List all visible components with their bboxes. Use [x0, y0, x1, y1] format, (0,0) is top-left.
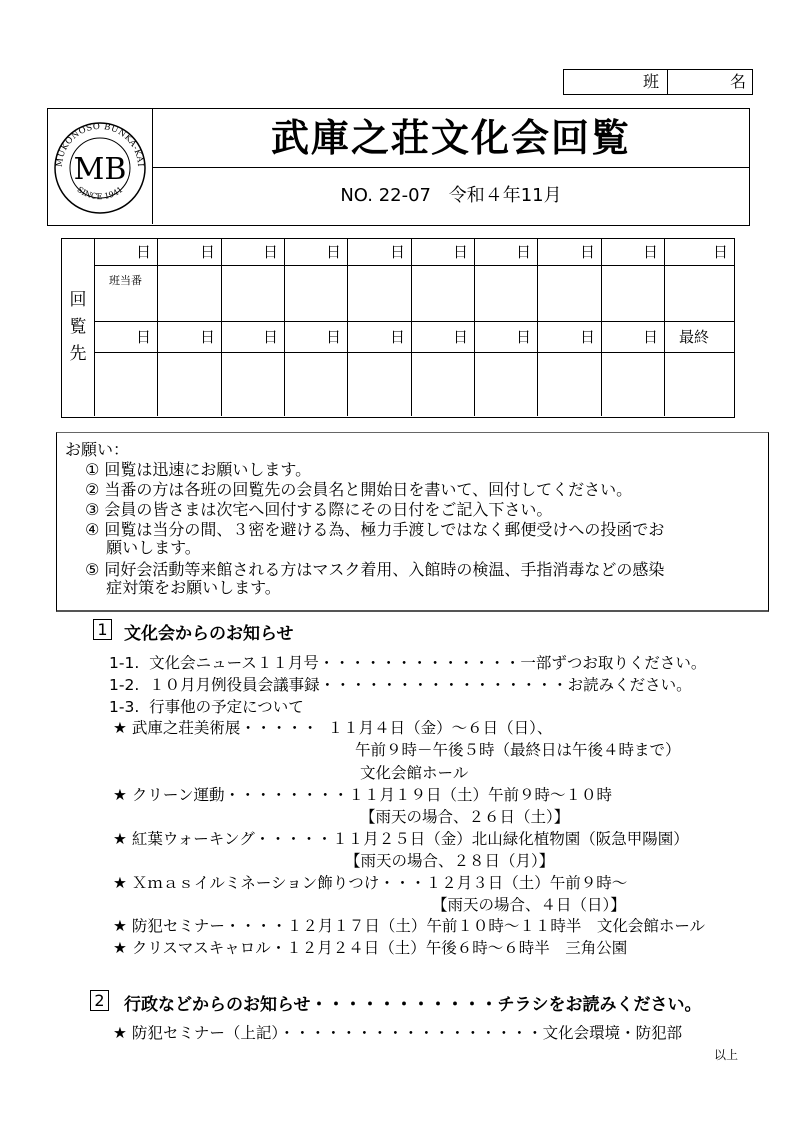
date-cell[interactable]: 日	[158, 239, 222, 266]
date-row-1	[95, 239, 734, 266]
date-cell[interactable]: 日	[538, 322, 602, 353]
notice-line: 1-2. １０月月例役員会議事録・・・・・・・・・・・・・・・・お読みください。	[109, 676, 692, 694]
member-cell[interactable]	[475, 266, 538, 321]
date-cell[interactable]: 日	[95, 239, 158, 266]
request-item: ② 当番の方は各班の回覧先の会員名と開始日を書いて、回付してください。	[85, 480, 633, 499]
duty-cell[interactable]: 班当番	[95, 266, 158, 321]
notice-line: 1-3. 行事他の予定について	[109, 698, 304, 716]
member-cell[interactable]	[602, 266, 665, 321]
closing-text: 以上	[714, 1048, 739, 1062]
member-cell[interactable]	[348, 353, 412, 416]
member-cell[interactable]	[348, 266, 412, 321]
notice-line: 1-1. 文化会ニュース１１月号・・・・・・・・・・・・・一部ずつお取りください。	[109, 654, 707, 672]
name-row-2	[95, 353, 734, 416]
member-cell[interactable]	[222, 353, 285, 416]
request-item: 症対策をお願いします。	[85, 578, 281, 597]
final-cell[interactable]: 最終	[665, 322, 734, 353]
section-1-title: 文化会からのお知らせ	[124, 624, 294, 644]
section-2-title: 行政などからのお知らせ・・・・・・・・・・・チラシをお読みください。	[124, 995, 702, 1015]
class-label: 班	[564, 70, 668, 94]
member-cell[interactable]	[95, 353, 158, 416]
date-cell[interactable]: 日	[665, 239, 734, 266]
circulation-label-char: 覧	[69, 317, 87, 337]
request-item: ⑤ 同好会活動等来館される方はマスク着用、入館時の検温、手指消毒などの感染	[85, 560, 665, 579]
event-line: ★ クリーン運動・・・・・・・・１１月１９日（土）午前９時～１０時	[113, 786, 613, 804]
mb-logo-icon	[48, 109, 152, 224]
logo-ring-text: MUKONOSO BUNKA-KAI	[54, 121, 146, 168]
date-cell[interactable]: 日	[222, 322, 285, 353]
issue-date: 令和４年11月	[448, 185, 562, 206]
member-cell[interactable]	[222, 266, 285, 321]
event-detail-line: 【雨天の場合、４日（日）】	[432, 896, 626, 914]
date-cell[interactable]: 日	[602, 322, 665, 353]
class-name-box	[563, 69, 753, 95]
logo-letters: MB	[73, 152, 127, 187]
request-item: ① 回覧は迅速にお願いします。	[85, 460, 312, 479]
logo-since-text: SINCE 1941	[75, 185, 125, 202]
name-label: 名	[729, 72, 746, 91]
svg-text:SINCE 1941	[75, 185, 124, 201]
member-cell[interactable]	[158, 353, 222, 416]
issue-row	[153, 168, 749, 225]
member-cell[interactable]	[412, 353, 475, 416]
date-cell[interactable]: 日	[348, 322, 412, 353]
section-1-number: 1	[93, 619, 112, 640]
member-cell[interactable]	[158, 266, 222, 321]
date-cell[interactable]: 日	[158, 322, 222, 353]
title-row	[153, 109, 749, 168]
event-detail-line: 文化会館ホール	[360, 764, 469, 782]
event-line: ★ 武庫之荘美術展・・・・・ １１月４日（金）～６日（日）、	[113, 719, 553, 737]
request-box	[56, 432, 769, 612]
request-item: 願いします。	[85, 538, 201, 557]
name-row-1	[95, 266, 734, 322]
date-cell[interactable]: 日	[285, 239, 348, 266]
member-cell[interactable]	[475, 353, 538, 416]
request-item: ④ 回覧は当分の間、３密を避ける為、極力手渡しではなく郵便受けへの投函でお	[85, 520, 665, 539]
date-cell[interactable]: 日	[602, 239, 665, 266]
member-cell[interactable]	[665, 266, 734, 321]
member-cell[interactable]	[665, 353, 734, 416]
page-title: 武庫之荘文化会回覧	[270, 116, 631, 160]
circulation-label-char: 回	[69, 290, 87, 310]
event-line: ★ 紅葉ウォーキング・・・・・１１月２５日（金）北山緑化植物園（阪急甲陽園）	[113, 830, 689, 848]
newsletter-header	[47, 108, 750, 226]
circulation-label	[62, 239, 95, 416]
issue-number: NO. 22-07	[340, 185, 431, 206]
section-2-number: 2	[90, 990, 109, 1011]
member-cell[interactable]	[285, 266, 348, 321]
logo-cell	[48, 109, 153, 224]
date-cell[interactable]: 日	[222, 239, 285, 266]
event-line: ★ Ｘｍａｓイルミネーション飾りつけ・・・１２月３日（土）午前９時～	[113, 874, 628, 892]
request-heading: お願い：	[65, 440, 130, 459]
date-cell[interactable]: 日	[412, 239, 475, 266]
date-cell[interactable]: 日	[538, 239, 602, 266]
event-detail-line: 午前９時－午後５時（最終日は午後４時まで）	[355, 741, 681, 759]
event-line: ★ クリスマスキャロル・１２月２４日（土）午後６時～６時半 三角公園	[113, 939, 628, 957]
date-cell[interactable]: 日	[95, 322, 158, 353]
request-item: ③ 会員の皆さまは次宅へ回付する際にその日付をご記入下さい。	[85, 500, 553, 519]
date-row-2	[95, 322, 734, 353]
date-cell[interactable]: 日	[412, 322, 475, 353]
circulation-table	[61, 238, 735, 418]
date-cell[interactable]: 日	[475, 322, 538, 353]
event-line: ★ 防犯セミナー・・・・１２月１７日（土）午前１０時～１１時半 文化会館ホール	[113, 917, 706, 935]
member-cell[interactable]	[538, 266, 602, 321]
member-cell[interactable]	[285, 353, 348, 416]
notice-line: ★ 防犯セミナー（上記）・・・・・・・・・・・・・・・・・文化会環境・防犯部	[113, 1024, 683, 1042]
member-cell[interactable]	[602, 353, 665, 416]
event-detail-line: 【雨天の場合、２８日（月）】	[345, 852, 555, 870]
date-cell[interactable]: 日	[285, 322, 348, 353]
circulation-label-char: 先	[69, 344, 87, 364]
date-cell[interactable]: 日	[475, 239, 538, 266]
event-detail-line: 【雨天の場合、２６日（土）】	[360, 808, 570, 826]
date-cell[interactable]: 日	[348, 239, 412, 266]
member-cell[interactable]	[412, 266, 475, 321]
member-cell[interactable]	[538, 353, 602, 416]
